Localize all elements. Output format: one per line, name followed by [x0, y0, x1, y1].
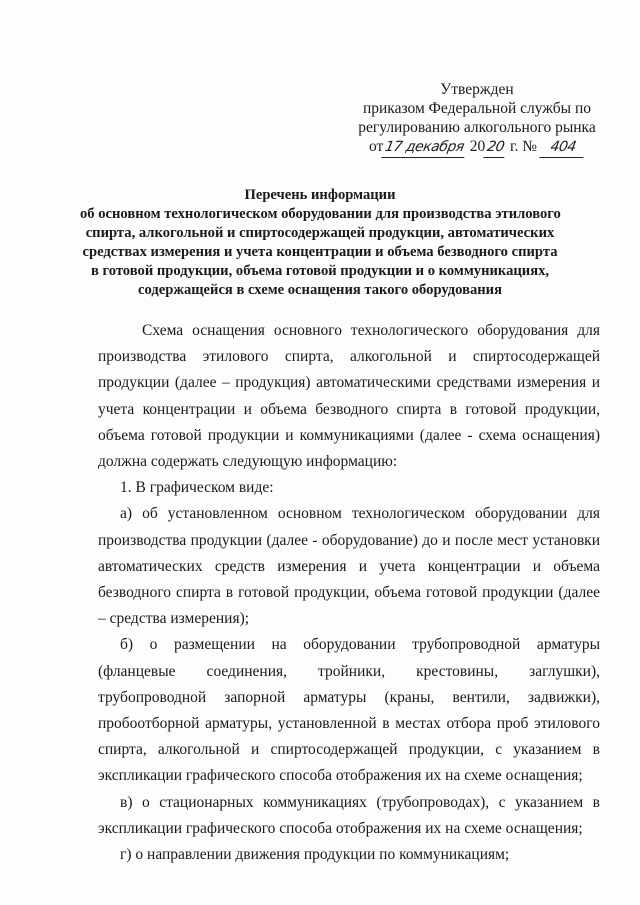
document-title	[80, 186, 560, 300]
title-line-1: Перечень информации	[244, 187, 396, 203]
title-line-2: об основном технологическом оборудовании для производства этилового	[80, 206, 561, 222]
handwritten-year: 20	[483, 138, 507, 158]
list-item-g: г) о направлении движения продукции по коммуникациям;	[120, 846, 510, 864]
list-item-b: б) о размещении на оборудовании трубопроводной арматуры (фланцевые соединения, тройники, крестовины, заглушки), трубопроводной запорной арматуры (краны, вентили, задвижки), пробоотборной арматуры, установленной в местах отбора проб этилового спирта, алкогольной и спиртосодержащей продукции, с указанием в экспликации графического способа отображения их на схеме оснащения;	[98, 636, 600, 785]
title-line-3: спирта, алкогольной и спиртосодержащей продукции, автоматических	[85, 225, 555, 241]
title-line-5: в готовой продукции, объема готовой продукции и о коммуникациях,	[90, 263, 550, 279]
list-item-1: 1. В графическом виде:	[120, 479, 274, 497]
date-prefix: от	[369, 138, 384, 155]
handwritten-date: 17 декабря	[382, 138, 468, 158]
year-prefix: 20	[469, 138, 486, 155]
list-item-v: в) о стационарных коммуникациях (трубопроводах), с указанием в экспликации графического способа отображения их на схеме оснащения;	[98, 793, 600, 837]
title-line-4: средствах измерения и учета концентрации и объема безводного спирта	[82, 244, 558, 260]
title-line-6: содержащейся в схеме оснащения такого оборудования	[138, 282, 502, 298]
approval-date-line	[352, 137, 602, 158]
list-item-a: а) об установленном основном технологическом оборудовании для производства продукции (далее - оборудование) до и после мест установки автоматических средств измерения и учета концентрации и объема безводного спирта в готовой продукции, объема готовой продукции (далее – средства измерения);	[98, 505, 600, 628]
intro-paragraph: Схема оснащения основного технологического оборудования для производства этилового спирта, алкогольной и спиртосодержащей продукции (далее – продукция) автоматическими средствами измерения и учета концентрации и объема безводного спирта в готовой продукции, объема готовой продукции и коммуникациями (далее - схема оснащения) должна содержать следующую информацию:	[98, 322, 600, 471]
approval-order-line: приказом Федеральной службы по	[362, 100, 592, 117]
number-prefix: г. №	[509, 138, 538, 155]
document-body	[98, 318, 600, 868]
approval-stamp	[352, 80, 602, 158]
approval-title: Утвержден	[440, 81, 514, 98]
handwritten-number: 404	[539, 138, 587, 158]
approval-agency-line: регулированию алкогольного рынка	[358, 119, 596, 136]
